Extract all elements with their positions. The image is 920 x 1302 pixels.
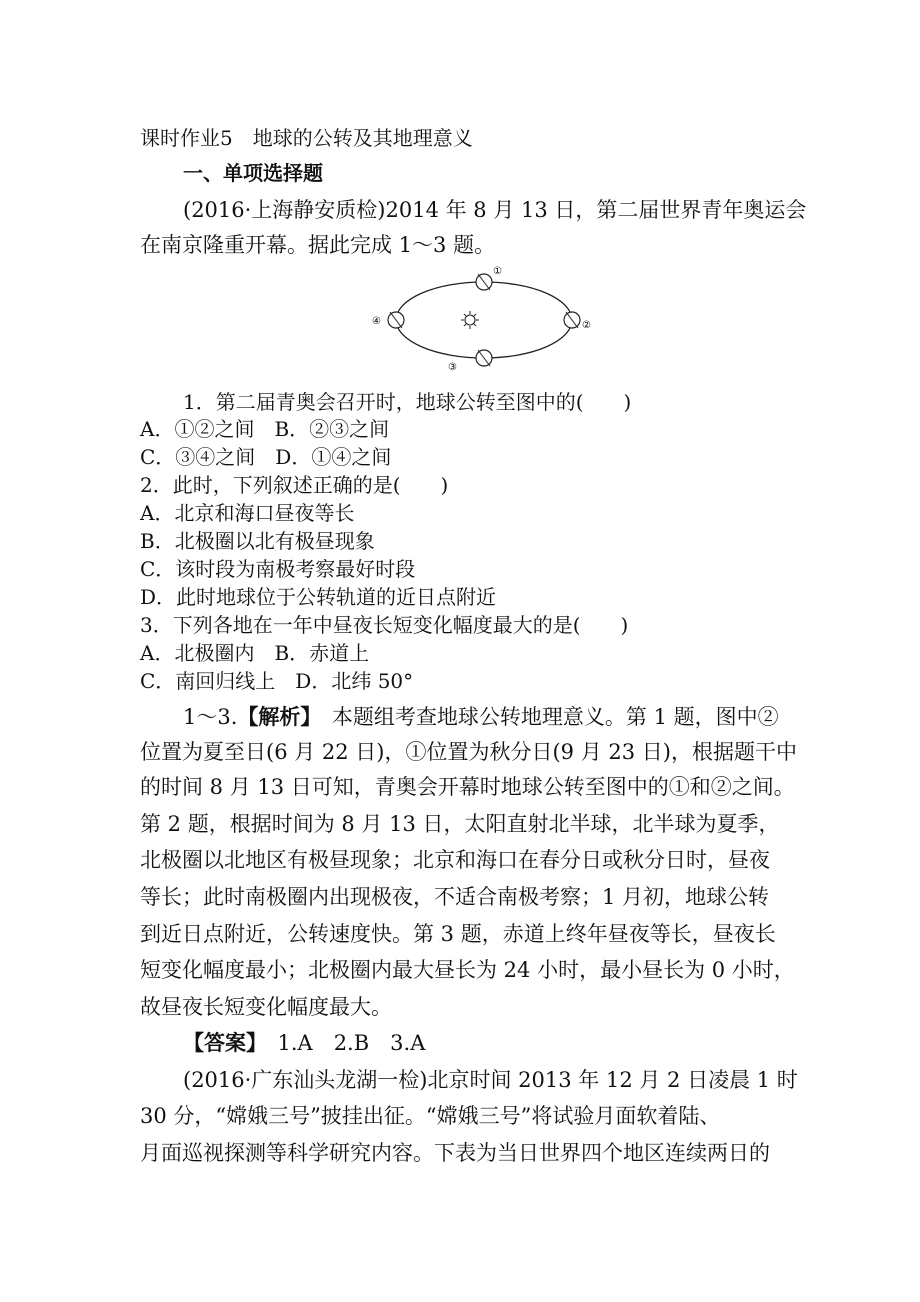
earth-position-1	[476, 274, 492, 290]
analysis-line-9: 故昼夜长短变化幅度最大。	[140, 995, 392, 1019]
q2-option-a: A．北京和海口昼夜等长	[140, 501, 355, 525]
q3-options-cd: C．南回归线上 D．北纬 50°	[140, 669, 414, 693]
question-1: 1．第二届青奥会召开时，地球公转至图中的( )	[183, 390, 632, 414]
analysis-line-7: 到近日点附近，公转速度快。第 3 题，赤道上终年昼夜等长，昼夜长	[140, 922, 776, 946]
intro-line-2: 在南京隆重开幕。据此完成 1～3 题。	[140, 233, 496, 257]
next-line-3: 月面巡视探测等科学研究内容。下表为当日世界四个地区连续两日的	[140, 1141, 770, 1165]
answer-text: 1.A 2.B 3.A	[256, 1031, 426, 1055]
q2-option-c: C．该时段为南极考察最好时段	[140, 557, 416, 581]
analysis-line-3: 的时间 8 月 13 日可知，青奥会开幕时地球公转至图中的①和②之间。	[140, 775, 795, 799]
analysis-line-2: 位置为夏至日(6 月 22 日)，①位置为秋分日(9 月 23 日)，根据题干中	[140, 740, 797, 764]
analysis-text-1: 本题组考查地球公转地理意义。第 1 题，图中②	[310, 705, 779, 729]
label-1: ①	[493, 266, 502, 277]
label-3: ③	[448, 362, 457, 373]
question-2: 2．此时，下列叙述正确的是( )	[140, 473, 449, 497]
answer-tag: 【答案】	[183, 1030, 257, 1055]
earth-orbit-diagram	[360, 262, 610, 374]
q1-options-cd: C．③④之间 D．①④之间	[140, 445, 392, 469]
document-title: 课时作业5 地球的公转及其地理意义	[140, 126, 473, 150]
q2-option-b: B．北极圈以北有极昼现象	[140, 529, 375, 553]
label-2: ②	[582, 320, 591, 331]
orbit-ellipse	[396, 282, 572, 358]
label-4: ④	[372, 316, 381, 327]
answer-line	[183, 1029, 425, 1057]
analysis-line-8: 短变化幅度最小；北极圈内最大昼长为 24 小时，最小昼长为 0 小时，	[140, 958, 795, 982]
q3-options-ab: A．北极圈内 B．赤道上	[140, 641, 370, 665]
analysis-line-5: 北极圈以北地区有极昼现象；北京和海口在春分日或秋分日时，昼夜	[140, 848, 770, 872]
next-line-1: (2016·广东汕头龙湖一检)北京时间 2013 年 12 月 2 日凌晨 1 时	[183, 1068, 798, 1092]
analysis-tag: 【解析】	[237, 704, 311, 729]
intro-line-1: (2016·上海静安质检)2014 年 8 月 13 日，第二届世界青年奥运会	[183, 198, 807, 222]
next-line-2: 30 分，“嫦娥三号”披挂出征。“嫦娥三号”将试验月面软着陆、	[140, 1104, 721, 1128]
question-3: 3．下列各地在一年中昼夜长短变化幅度最大的是( )	[140, 613, 629, 637]
sun-icon	[461, 311, 479, 329]
analysis-line-4: 第 2 题，根据时间为 8 月 13 日，太阳直射北半球，北半球为夏季，	[140, 812, 780, 836]
q2-option-d: D．此时地球位于公转轨道的近日点附近	[140, 585, 497, 609]
earth-position-3	[476, 350, 492, 366]
earth-position-4	[388, 312, 404, 328]
q1-options-ab: A．①②之间 B．②③之间	[140, 417, 390, 441]
section-heading: 一、单项选择题	[183, 161, 323, 185]
analysis-prefix: 1～3.	[183, 705, 238, 729]
analysis-line-6: 等长；此时南极圈内出现极夜，不适合南极考察；1 月初，地球公转	[140, 885, 770, 909]
analysis-line-1	[183, 703, 779, 731]
earth-position-2	[564, 312, 580, 328]
